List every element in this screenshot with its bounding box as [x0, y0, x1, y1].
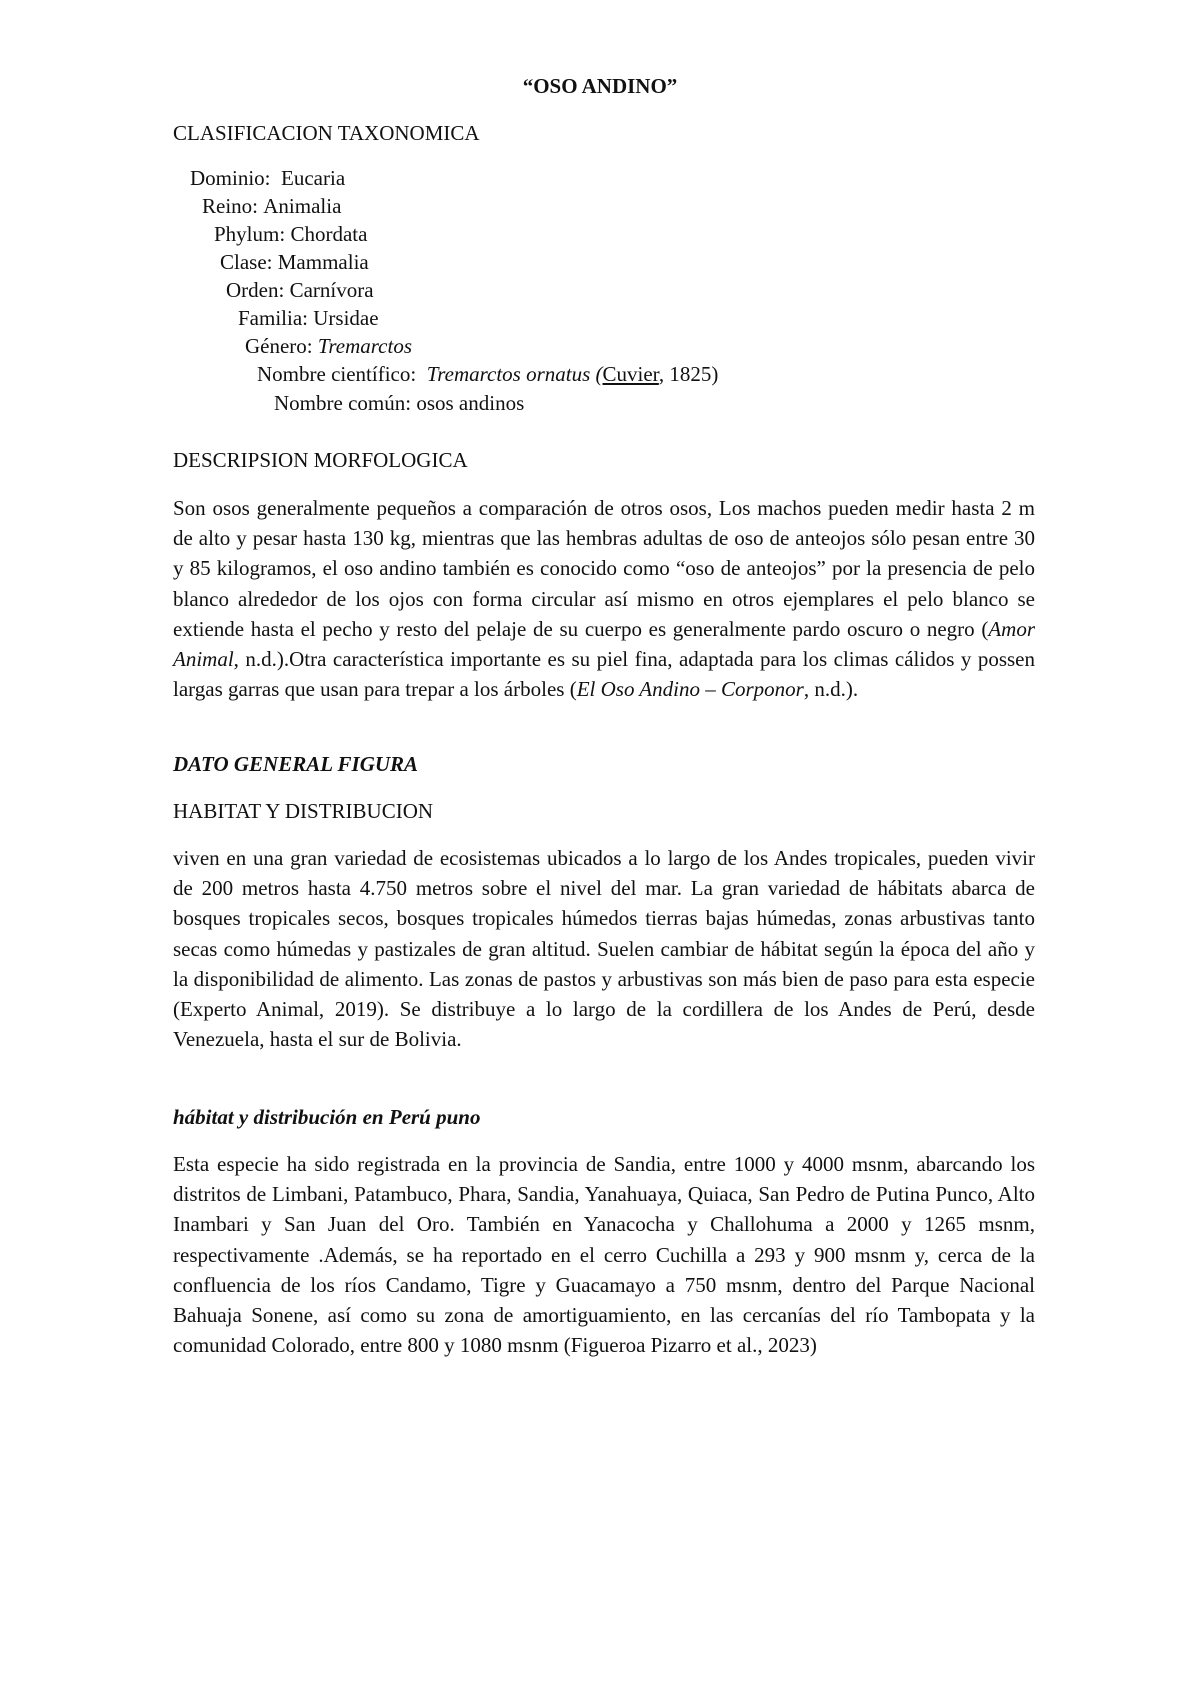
morphology-heading: DESCRIPSION MORFOLOGICA [173, 448, 468, 472]
dominio-label: Dominio: [190, 166, 271, 190]
comun-label: Nombre común: [274, 391, 412, 415]
familia-value: Ursidae [313, 306, 379, 330]
morphology-citation-1: Amor Animal [173, 616, 1035, 672]
habitat-paragraph: viven en una gran variedad de ecosistemas ubicados a lo largo de los Andes tropicales, pueden vivir de 200 metros hasta 4.750 metros sobre el nivel del mar. La gran variedad de hábitats abarca de bosques tropicales secos, bosques tropicales húmedos tierras bajas húmedas, zonas arbustivas tanto secas como húmedas y pastizales de gran altitud. Suelen cambiar de hábitat según la época del año y la disponibilidad de alimento. Las zonas de pastos y arbustivas son más bien de paso para esta especie (Experto Animal, 2019). Se distribuye a lo largo de la cordillera de los Andes de Perú, desde Venezuela, hasta el sur de Bolivia. [173, 846, 1035, 1052]
morphology-text-2: , n.d.).Otra característica importante es su piel fina, adaptada para los climas cálidos y possen largas garras que usan para trepar a los árboles ( [173, 647, 1035, 702]
orden-label: Orden: [226, 278, 285, 302]
clase-label: Clase: [220, 250, 273, 274]
morphology-paragraph [173, 493, 1035, 704]
taxonomy-clase [220, 250, 369, 275]
morphology-text-3: , n.d.). [803, 677, 859, 702]
cientifico-label: Nombre científico: [257, 362, 417, 386]
taxonomy-reino [202, 194, 341, 219]
cientifico-paren: ( [595, 362, 603, 386]
dominio-value: Eucaria [281, 166, 346, 190]
taxonomy-dominio [190, 166, 345, 191]
puno-heading: hábitat y distribución en Perú puno [173, 1105, 481, 1129]
taxonomy-genero [245, 334, 412, 359]
habitat-heading: HABITAT Y DISTRIBUCION [173, 799, 434, 823]
cientifico-species: Tremarctos ornatus [426, 362, 591, 386]
figure-heading: DATO GENERAL FIGURA [173, 752, 419, 776]
clase-value: Mammalia [277, 250, 369, 274]
phylum-label: Phylum: [214, 222, 286, 246]
puno-paragraph: Esta especie ha sido registrada en la provincia de Sandia, entre 1000 y 4000 msnm, abarcando los distritos de Limbani, Patambuco, Phara, Sandia, Yanahuaya, Quiaca, San Pedro de Putina Punco, Alto Inambari y San Juan del Oro. También en Yanacocha y Challohuma a 2000 y 1265 msnm, respectivamente .Además, se ha reportado en el cerro Cuchilla a 293 y 900 msnm y, cerca de la confluencia de los ríos Candamo, Tigre y Guacamayo a 750 msnm, dentro del Parque Nacional Bahuaja Sonene, así como su zona de amortiguamiento, en las cercanías del río Tambopata y la comunidad Colorado, entre 800 y 1080 msnm (Figueroa Pizarro et al., 2023) [173, 1152, 1035, 1358]
genero-value: Tremarctos [317, 334, 413, 358]
document-title: “OSO ANDINO” [522, 74, 678, 98]
taxonomy-orden [226, 278, 374, 303]
genero-label: Género: [245, 334, 313, 358]
cientifico-author-link[interactable]: Cuvier [602, 362, 659, 386]
phylum-value: Chordata [290, 222, 368, 246]
cientifico-year: , 1825) [658, 362, 719, 386]
comun-value: osos andinos [416, 391, 525, 415]
taxonomy-heading: CLASIFICACION TAXONOMICA [173, 121, 480, 145]
morphology-text-1: Son osos generalmente pequeños a comparación de otros osos, Los machos pueden medir hasta 2 m de alto y pesar hasta 130 kg, mientras que las hembras adultas de oso de anteojos sólo pesan entre 30 y 85 kilogramos, el oso andino también es conocido como “oso de anteojos” por la presencia de pelo blanco alrededor de los ojos con forma circular así mismo en otros ejemplares el pelo blanco se extiende hasta el pecho y resto del pelaje de su cuerpo es generalmente pardo oscuro o negro ( [173, 496, 1035, 641]
orden-value: Carnívora [289, 278, 374, 302]
reino-label: Reino: [202, 194, 258, 218]
taxonomy-cientifico [257, 362, 718, 387]
morphology-citation-2: El Oso Andino – Corponor [576, 677, 804, 702]
familia-label: Familia: [238, 306, 308, 330]
taxonomy-comun [274, 391, 524, 416]
reino-value: Animalia [263, 194, 342, 218]
taxonomy-familia [238, 306, 379, 331]
taxonomy-phylum [214, 222, 367, 247]
